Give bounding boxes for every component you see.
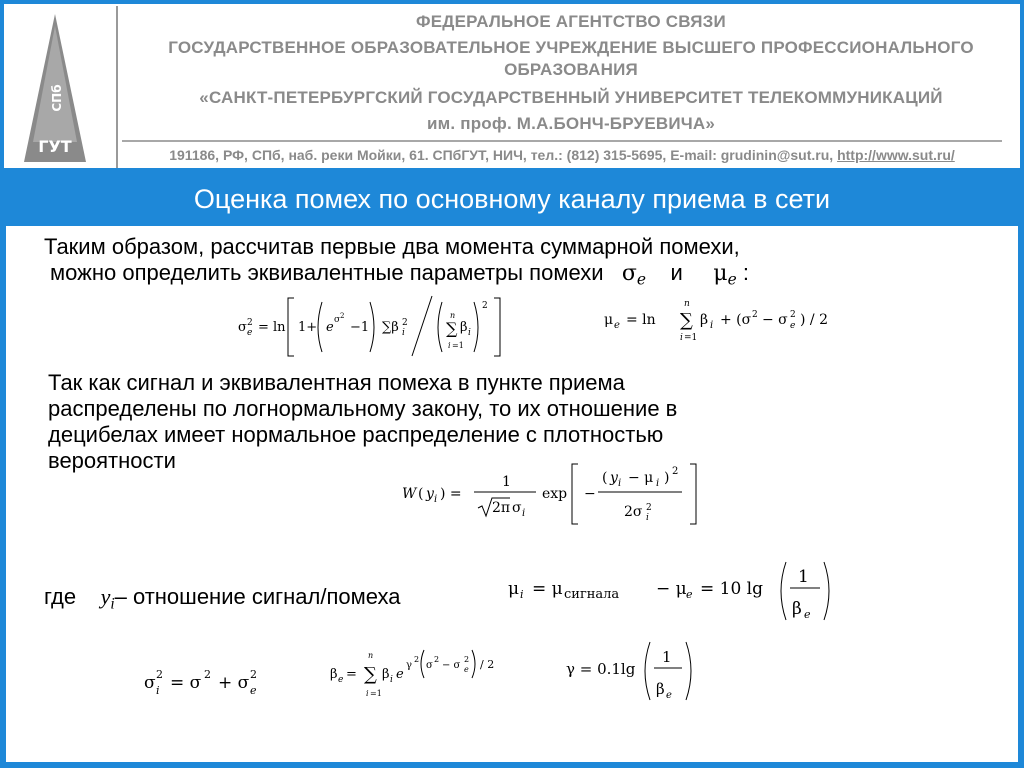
slide-content — [6, 226, 1018, 762]
svg-text:i: i — [366, 689, 369, 698]
svg-text:μ: μ — [604, 312, 614, 328]
svg-text:σ: σ — [144, 673, 156, 693]
header-divider-vertical — [116, 6, 118, 168]
formula-beta-e — [328, 644, 528, 704]
svg-text:2: 2 — [464, 655, 470, 664]
svg-text:2: 2 — [414, 655, 420, 664]
svg-text:β: β — [460, 320, 468, 335]
formula-density — [398, 460, 708, 530]
svg-text:2π: 2π — [492, 500, 511, 516]
svg-text:i: i — [402, 328, 405, 338]
svg-text:n: n — [684, 299, 690, 309]
paragraph-2-line-3: децибелах имеет нормальное распределение с плотностью — [48, 422, 664, 447]
svg-text:= 10 lg: = 10 lg — [700, 579, 764, 599]
svg-text:n: n — [450, 311, 456, 320]
svg-text:i: i — [390, 675, 393, 685]
paragraph-1-line-2-text: можно определить эквивалентные параметры помехи — [50, 260, 604, 285]
svg-text:=1: =1 — [684, 333, 698, 343]
svg-text:−1: −1 — [350, 320, 370, 335]
where-label: где — [44, 584, 77, 609]
svg-text:2: 2 — [482, 301, 488, 311]
svg-text:i: i — [618, 478, 622, 489]
svg-text:2: 2 — [434, 655, 440, 664]
svg-text:2: 2 — [752, 310, 758, 320]
website-link[interactable]: http://www.sut.ru/ — [837, 147, 955, 163]
paragraph-1 — [44, 234, 944, 293]
svg-text:i: i — [680, 333, 683, 343]
svg-text:i: i — [156, 684, 160, 697]
svg-text:− σ: − σ — [762, 312, 788, 328]
svg-text:1: 1 — [502, 474, 511, 490]
svg-text:): ) — [664, 470, 670, 486]
svg-text:1: 1 — [798, 567, 809, 587]
svg-text:e: e — [326, 320, 334, 335]
paragraph-2-line-4: вероятности — [48, 448, 176, 473]
svg-text:∑: ∑ — [446, 319, 458, 338]
svg-text:i: i — [710, 320, 714, 331]
svg-text:2: 2 — [340, 312, 345, 320]
svg-text:= ln: = ln — [258, 320, 286, 335]
svg-text:) / 2: ) / 2 — [800, 312, 828, 328]
svg-text:(: ( — [418, 486, 424, 502]
formula-mu-e — [602, 296, 872, 346]
org-line-4: «САНКТ-ПЕТЕРБУРГСКИЙ ГОСУДАРСТВЕННЫЙ УНИВЕРСИТЕТ ТЕЛЕКОММУНИКАЦИЙ — [199, 88, 943, 107]
svg-text:e: e — [464, 665, 469, 674]
svg-text:2: 2 — [156, 668, 163, 681]
svg-text:β: β — [330, 667, 338, 682]
svg-text:σ: σ — [238, 320, 247, 335]
svg-text:exp: exp — [542, 486, 568, 502]
svg-text:+ (σ: + (σ — [720, 312, 752, 328]
svg-text:− μ: − μ — [656, 579, 687, 599]
where-text: – отношение сигнал/помеха — [114, 584, 401, 609]
formula-sigma-e — [236, 290, 516, 360]
svg-text:W: W — [402, 486, 417, 502]
svg-text:∑: ∑ — [364, 664, 377, 685]
org-line-5: им. проф. М.А.БОНЧ-БРУЕВИЧА» — [426, 114, 716, 133]
svg-text:e: e — [247, 328, 253, 338]
svg-text:/ 2: / 2 — [480, 658, 495, 671]
svg-text:= σ: = σ — [170, 673, 202, 693]
svg-text:1: 1 — [662, 648, 672, 666]
y-i-symbol: $y_i$ — [100, 584, 115, 613]
address-text: 191186, РФ, СПб, наб. реки Мойки, 61. СПбГУТ, НИЧ, тел.: (812) 315-5695, E-mail: grudinin@sut.ru, — [169, 147, 838, 163]
svg-text:2σ: 2σ — [624, 504, 643, 520]
svg-text:СПб: СПб — [50, 84, 64, 112]
paragraph-2-line-1: Так как сигнал и эквивалентная помеха в пункте приема — [48, 370, 625, 395]
and-word: и — [670, 260, 683, 285]
svg-text:− σ: − σ — [442, 660, 461, 671]
university-logo — [14, 12, 96, 162]
svg-text:σ: σ — [426, 660, 433, 671]
svg-text:2: 2 — [247, 318, 253, 328]
svg-text:− μ: − μ — [628, 470, 654, 486]
svg-text:γ: γ — [406, 660, 412, 671]
svg-text:i: i — [522, 508, 526, 519]
svg-text:e: e — [338, 675, 344, 685]
paragraph-2-line-2: распределены по логнормальному закону, то их отношение в — [48, 396, 678, 421]
svg-text:(: ( — [602, 470, 608, 486]
svg-text:σ: σ — [512, 500, 522, 516]
svg-text:1+: 1+ — [298, 320, 318, 335]
svg-text:2: 2 — [402, 318, 408, 328]
svg-text:+ σ: + σ — [218, 673, 250, 693]
svg-text:i: i — [468, 328, 471, 338]
svg-text:i: i — [646, 513, 649, 523]
sigma-e-symbol: $\sigma_e$ — [621, 261, 646, 289]
org-line-2: ГОСУДАРСТВЕННОЕ ОБРАЗОВАТЕЛЬНОЕ УЧРЕЖДЕНИЕ ВЫСШЕГО ПРОФЕССИОНАЛЬНОГО — [168, 38, 974, 57]
svg-text:β: β — [792, 599, 802, 619]
svg-text:2: 2 — [672, 466, 679, 477]
svg-text:y: y — [610, 470, 618, 486]
paragraph-2 — [48, 370, 838, 474]
svg-text:y: y — [426, 486, 434, 502]
svg-text:β: β — [700, 312, 709, 328]
svg-text:= ln: = ln — [626, 312, 656, 328]
svg-text:γ = 0.1lg: γ = 0.1lg — [566, 660, 636, 678]
svg-text:e: e — [804, 608, 811, 621]
svg-text:i: i — [434, 494, 438, 505]
address-line — [122, 146, 1002, 164]
svg-text:e: e — [250, 684, 257, 697]
slide-title: Оценка помех по основному каналу приема в сети — [193, 184, 831, 214]
svg-text:β: β — [656, 680, 665, 698]
svg-text:e: e — [666, 690, 672, 701]
formula-sigma-i — [142, 662, 292, 702]
svg-text:=1: =1 — [452, 341, 464, 350]
svg-text:e: e — [790, 321, 796, 331]
svg-text:2: 2 — [790, 310, 796, 320]
paragraph-1-line-2: можно определить эквивалентные параметры помехи $\sigma_e$ и $\mu_e$ : — [50, 260, 749, 289]
svg-text:i: i — [520, 588, 524, 601]
svg-text:= μ: = μ — [532, 579, 563, 599]
formula-gamma — [564, 636, 704, 706]
org-line-1: ФЕДЕРАЛЬНОЕ АГЕНТСТВО СВЯЗИ — [416, 12, 726, 31]
paragraph-1-line-1: Таким образом, рассчитав первые два момента суммарной помехи, — [44, 234, 740, 259]
svg-text:μ: μ — [508, 579, 520, 599]
svg-text:i: i — [448, 341, 451, 350]
svg-text:−: − — [584, 486, 596, 502]
svg-text:=1: =1 — [370, 689, 382, 698]
header-divider-horizontal — [122, 140, 1002, 142]
svg-text:ГУТ: ГУТ — [38, 137, 72, 156]
svg-text:e: e — [686, 588, 693, 601]
svg-text:σ: σ — [334, 315, 341, 325]
signal-subscript: сигнала — [564, 587, 620, 602]
mu-e-symbol: $\mu_e$ — [713, 261, 737, 289]
svg-text:β: β — [382, 667, 390, 682]
svg-text:∑: ∑ — [680, 310, 693, 331]
svg-text:e: e — [614, 320, 620, 331]
header — [4, 4, 1020, 168]
svg-text:2: 2 — [204, 668, 211, 681]
svg-text:) =: ) = — [440, 486, 462, 502]
svg-text:2: 2 — [250, 668, 257, 681]
svg-text:n: n — [368, 651, 374, 660]
svg-text:∑β: ∑β — [382, 320, 399, 335]
svg-text:=: = — [346, 667, 357, 682]
org-line-3: ОБРАЗОВАНИЯ — [504, 60, 638, 79]
svg-text:e: e — [396, 667, 404, 682]
svg-text:2: 2 — [646, 503, 652, 513]
formula-mu-i — [506, 556, 846, 626]
where-line — [44, 584, 401, 618]
svg-text:i: i — [656, 478, 660, 489]
